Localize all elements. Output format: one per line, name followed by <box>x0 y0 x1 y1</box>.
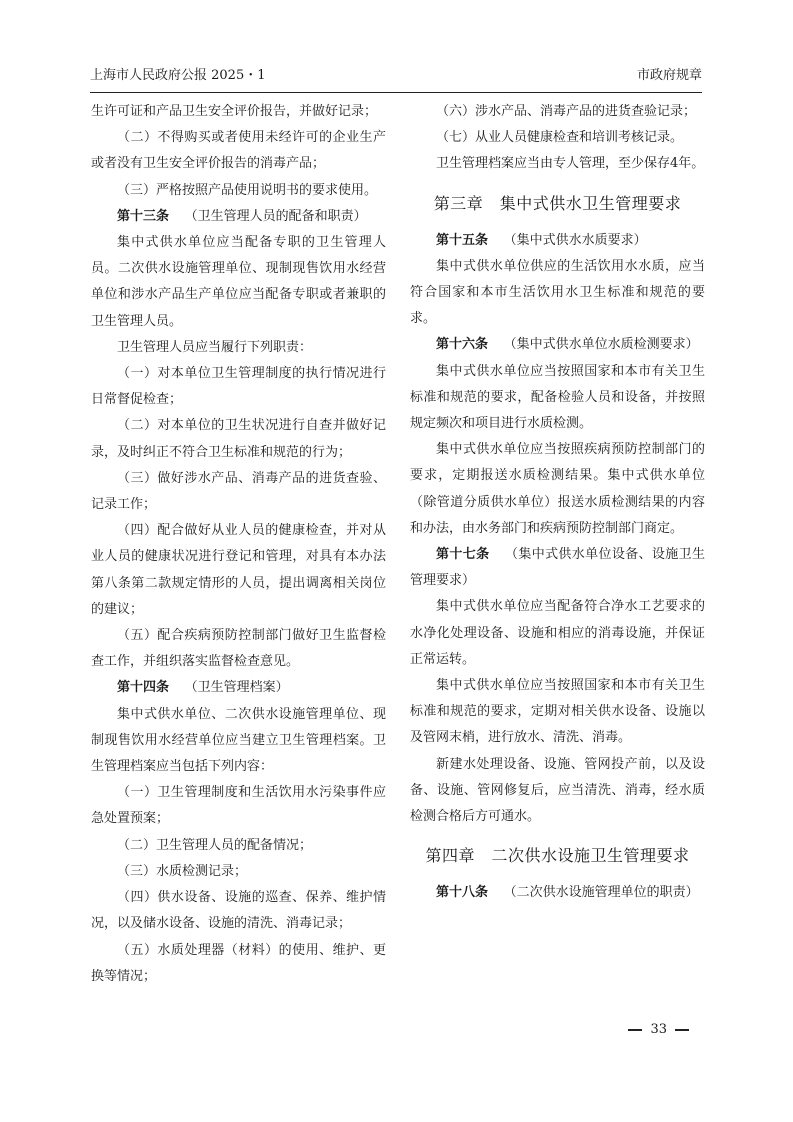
article-number: 第十六条 <box>436 337 489 353</box>
right-part-3 <box>410 880 705 906</box>
paragraph: （六）涉水产品、消毒产品的进货查验记录； <box>436 104 697 119</box>
left-column <box>91 99 386 990</box>
article-heading <box>410 880 705 906</box>
article-caption: （卫生管理档案） <box>184 680 289 696</box>
paragraph: 集中式供水单位、二次供水设施管理单位、现制现售饮用水经营单位应当建立卫生管理档案。卫生管理档案应当包括下列内容： <box>91 706 386 775</box>
chapter-4-heading: 第四章 二次供水设施卫生管理要求 <box>425 846 690 866</box>
paragraph: 集中式供水单位应当按照国家和本市有关卫生标准和规范的要求，定期对相关供水设备、设施以及管网末梢，进行放水、清洗、消毒。 <box>410 678 705 746</box>
dash-left <box>628 1029 642 1031</box>
article-number: 第十七条 <box>436 547 490 563</box>
dash-right <box>675 1029 689 1031</box>
paragraph: 集中式供水单位供应的生活饮用水水质，应当符合国家和本市生活饮用水卫生标准和规范的要求。 <box>410 258 705 327</box>
paragraph: 集中式供水单位应当配备专职的卫生管理人员。二次供水设施管理单位、现制现售饮用水经营单位和涉水产品生产单位应当配备专职或者兼职的卫生管理人员。 <box>91 235 386 329</box>
paragraph: 新建水处理设备、设施、管网投产前，以及设备、设施、管网修复后，应当清洗、消毒，经水质检测合格后方可通水。 <box>410 756 705 825</box>
paragraph: （二）不得购买或者使用未经许可的企业生产或者没有卫生安全评价报告的消毒产品； <box>91 130 386 172</box>
journal-title: 上海市人民政府公报 2025・1 <box>90 68 266 83</box>
paragraph: （七）从业人员健康检查和培训考核记录。 <box>436 130 684 146</box>
header-rule <box>90 92 702 93</box>
paragraph: （五）水质处理器（材料）的使用、维护、更换等情况； <box>91 942 386 984</box>
paragraph: （五）配合疾病预防控制部门做好卫生监督检查工作，并组织落实监督检查意见。 <box>91 628 386 670</box>
paragraph: （三）水质检测记录； <box>117 863 248 879</box>
article-number: 第十八条 <box>436 885 489 901</box>
article-caption: （卫生管理人员的配备和职责） <box>184 208 367 224</box>
paragraph: 集中式供水单位应当配备符合净水工艺要求的水净化处理设备、设施和相应的消毒设施，并保证正常运转。 <box>410 599 705 667</box>
paragraph: （四）配合做好从业人员的健康检查，并对从业人员的健康状况进行登记和管理，对具有本办法第八条第二款规定情形的人员，提出调离相关岗位的建议； <box>91 523 386 617</box>
article-number: 第十三条 <box>117 208 170 224</box>
article-caption: （集中式供水单位水质检测要求） <box>503 337 699 353</box>
paragraph: （二）卫生管理人员的配备情况； <box>117 837 313 853</box>
page-footer <box>620 1020 697 1040</box>
paragraph: 集中式供水单位应当按照国家和本市有关卫生标准和规范的要求，配备检验人员和设备，并按照规定频次和项目进行水质检测。 <box>410 363 705 432</box>
paragraph: （三）做好涉水产品、消毒产品的进货查验、记录工作； <box>91 470 386 513</box>
article-number: 第十五条 <box>436 232 489 248</box>
paragraph: 卫生管理人员应当履行下列职责： <box>117 339 313 355</box>
article-number: 第十四条 <box>117 680 170 696</box>
paragraph: （一）对本单位卫生管理制度的执行情况进行日常督促检查； <box>91 366 386 408</box>
paragraph: （三）严格按照产品使用说明书的要求使用。 <box>117 182 378 198</box>
article-heading <box>410 332 705 358</box>
article-heading <box>91 204 386 230</box>
article-heading <box>410 228 705 254</box>
section-title: 市政府规章 <box>636 68 702 83</box>
right-column <box>410 99 705 906</box>
page-number: 33 <box>650 1022 667 1037</box>
paragraph: （二）对本单位的卫生状况进行自查并做好记录，及时纠正不符合卫生标准和规范的行为； <box>91 418 386 460</box>
article-caption: （集中式供水单位设备、设施卫生管理要求） <box>410 547 705 589</box>
page-header <box>90 66 702 86</box>
article-heading <box>91 675 386 701</box>
paragraph: （四）供水设备、设施的巡查、保养、维护情况，以及储水设备、设施的清洗、消毒记录； <box>91 890 386 932</box>
article-caption: （二次供水设施管理单位的职责） <box>503 885 699 901</box>
right-part-2 <box>410 228 705 831</box>
article-caption: （集中式供水水质要求） <box>503 232 647 248</box>
chapter-3-heading: 第三章 集中式供水卫生管理要求 <box>433 193 682 213</box>
right-part-1 <box>410 99 705 178</box>
paragraph: 集中式供水单位应当按照疾病预防控制部门的要求，定期报送水质检测结果。集中式供水单位（除管道分质供水单位）报送水质检测结果的内容和办法，由水务部门和疾病预防控制部门商定。 <box>410 442 705 536</box>
paragraph: 卫生管理档案应当由专人管理，至少保存4年。 <box>436 156 705 172</box>
article-heading <box>410 542 705 594</box>
paragraph: （一）卫生管理制度和生活饮用水污染事件应急处置预案； <box>91 785 386 827</box>
paragraph: 生许可证和产品卫生安全评价报告，并做好记录； <box>91 104 378 119</box>
